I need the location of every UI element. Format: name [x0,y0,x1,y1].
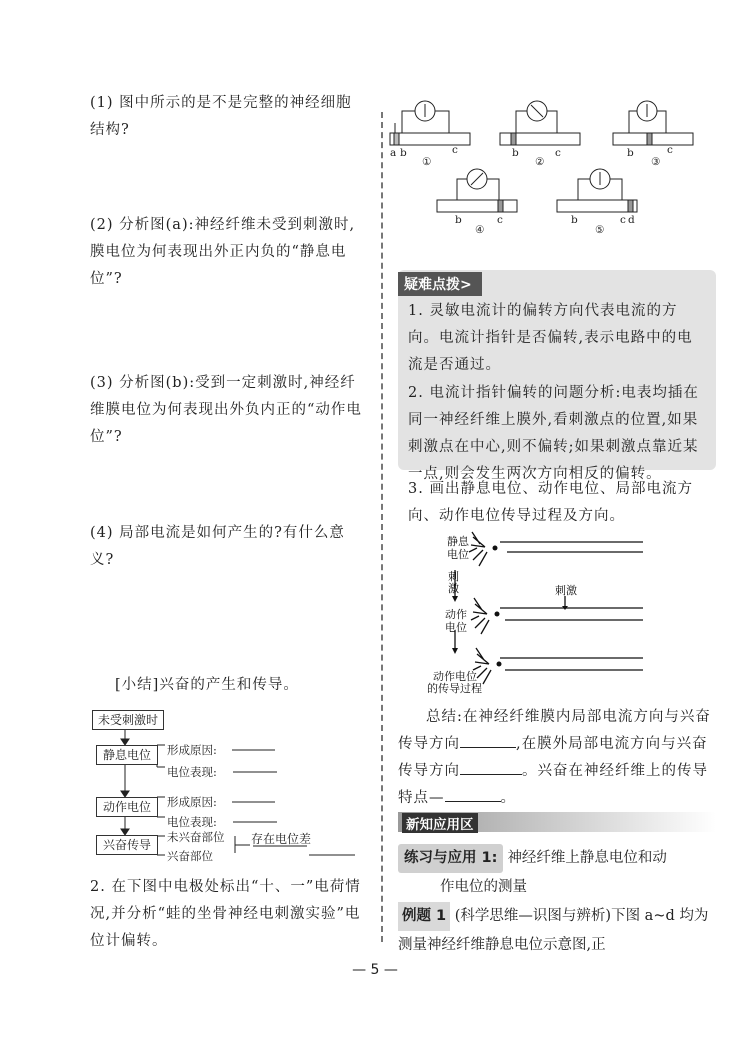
flow-rest: 静息电位 [96,745,158,765]
flow-action: 动作电位 [96,797,158,817]
neuron-rest-1: 静息 [447,535,469,548]
label-b3: b [627,147,634,159]
blank-1[interactable] [460,747,516,748]
neuron-stim-1: 刺 [448,570,459,583]
tip-heading: 疑难点拨> [398,272,482,296]
neuron-diagram [425,530,715,700]
summary-text-d: 。 [500,790,516,806]
question-2: (2) 分析图(a):神经纤维未受到刺激时,膜电位为何表现出外正内负的“静息电位”? [90,217,356,287]
summary-paragraph [398,704,718,812]
blank-3[interactable] [445,801,501,802]
example-text: (科学思维—识图与辨析)下图 a~d 均为测量神经纤维静息电位示意图,正 [398,908,709,953]
flow-excited: 兴奋部位 [167,849,213,863]
tip-point-2: 2. 电流计指针偏转的问题分析:电表均插在同一神经纤维上膜外,看刺激点的位置,如果刺激点在中心,则不偏转;如果刺激点靠近某一点,则会发生两次方向相反的偏转。 [408,385,699,482]
neuron-act-1: 动作 [445,608,467,621]
neuron-rest-2: 电位 [447,548,469,561]
practice-title-2: 作电位的测量 [440,879,527,895]
question-3: (3) 分析图(b):受到一定刺激时,神经纤维膜电位为何表现出外负内正的“动作电位”? [90,375,362,445]
label-b4: b [455,214,462,226]
example-tag: 例题 1 [398,902,450,931]
label-n4: ④ [475,224,485,236]
neuron-stim-point: 刺激 [555,584,577,597]
label-n3: ③ [651,156,661,168]
practice-title-1: 神经纤维上静息电位和动 [507,850,667,866]
section-bar [398,812,716,832]
label-a: a [390,147,397,159]
flow-start: 未受刺激时 [92,710,164,730]
label-c3: c [667,144,673,156]
flow-action-cause: 形成原因: [167,795,217,809]
label-c4: c [497,214,503,226]
page-number: — 5 — [352,962,398,978]
label-n2: ② [535,156,545,168]
flow-action-show: 电位表现: [167,815,217,829]
label-b2: b [512,147,519,159]
question-1: (1) 图中所示的是不是完整的神经细胞结构? [90,95,352,138]
column-divider [381,112,383,942]
flow-transmit: 兴奋传导 [96,835,158,855]
flow-rest-cause: 形成原因: [167,743,217,757]
section-bar-label: 新知应用区 [402,813,478,833]
label-n5: ⑤ [595,224,605,236]
flow-diff: 存在电位差 [251,832,312,846]
label-c5: c [620,214,626,226]
label-c2: c [555,147,561,159]
label-b5: b [571,214,578,226]
flow-unexcited: 未兴奋部位 [167,830,225,844]
summary-heading: [小结]兴奋的产生和传导。 [115,677,299,693]
label-d5: d [628,214,635,226]
galvanometer-diagrams [385,95,695,245]
flow-rest-show: 电位表现: [167,765,217,779]
label-b1: b [400,147,407,159]
neuron-stim-2: 激 [448,582,459,595]
practice-tag: 练习与应用 1: [398,844,503,873]
summary-text-b: ,在膜外局部电流方向与兴奋传导方向 [398,736,708,779]
neuron-trans-2: 的传导过程 [427,682,482,695]
practice-block [398,844,718,960]
summary-text-a: 总结:在神经纤维膜内局部电流方向与兴奋传导方向 [398,709,711,752]
label-n1: ① [422,156,432,168]
summary-text-c: 。兴奋在神经纤维上的传导特点— [398,763,708,806]
question-3-right: 3. 画出静息电位、动作电位、局部电流方向、动作电位传导过程及方向。 [408,481,693,524]
neuron-trans-1: 动作电位 [433,670,477,683]
question-2b: 2. 在下图中电极处标出“十、一”电荷情况,并分析“蛙的坐骨神经电刺激实验”电位计偏转。 [90,879,361,949]
neuron-act-2: 电位 [445,621,467,634]
blank-2[interactable] [460,774,522,775]
tip-box [398,270,716,482]
label-c1: c [452,144,458,156]
question-4: (4) 局部电流是如何产生的?有什么意义? [90,525,345,568]
tip-point-1: 1. 灵敏电流计的偏转方向代表电流的方向。电流计指针是否偏转,表示电路中的电流是否通过。 [408,303,693,373]
